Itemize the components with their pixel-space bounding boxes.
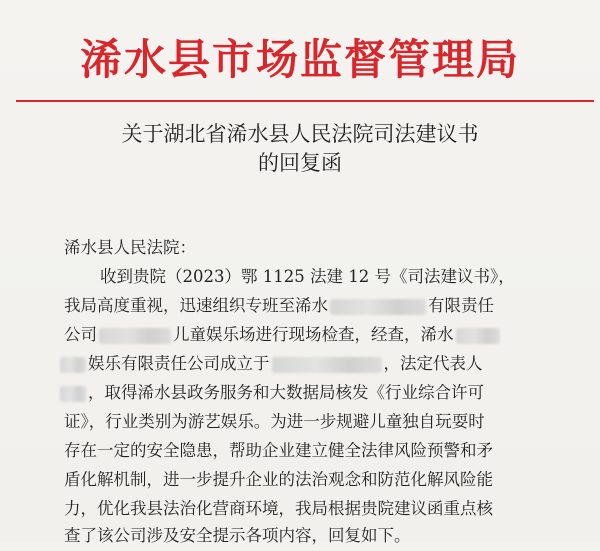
org-header: 浠水县市场监督管理局 — [79, 35, 520, 84]
body-line-2 — [64, 291, 494, 321]
red-divider-line — [16, 100, 594, 102]
body-line-6: 证》，行业类别为游艺娱乐。为进一步规避儿童独自玩耍时 — [64, 412, 485, 431]
body-line-4 — [64, 349, 483, 379]
redacted-block — [99, 328, 171, 344]
body-line-5-text: ，取得浠水县政务服务和大数据局核发《行业综合许可 — [88, 383, 484, 402]
body-line-1 — [100, 262, 515, 292]
body-line-3-text-a: 公司 — [64, 325, 97, 344]
body-line-4-text-a: 娱乐有限责任公司成立于 — [88, 354, 270, 373]
body-line-2-text-b: 有限责任 — [428, 296, 494, 315]
body-line-3 — [64, 320, 502, 350]
body-line-9: 力，优化我县法治化营商环境，我局根据贵院建议函重点核 — [64, 499, 493, 518]
body-line-3-text-b: 儿童娱乐场进行现场检查，经查，浠水 — [173, 325, 454, 344]
body-line-7: 存在一定的安全隐患，帮助企业建立健全法律风险预警和矛 — [64, 441, 493, 460]
redacted-block — [60, 357, 86, 373]
redacted-block — [60, 386, 86, 402]
body-line-10: 查了该公司涉及安全提示各项内容，回复如下。 — [64, 526, 411, 545]
body-line-8: 盾化解机制，进一步提升企业的法治观念和防范化解风险能 — [64, 470, 493, 489]
document-title-line-1: 关于湖北省浠水县人民法院司法建议书 — [121, 122, 479, 146]
redacted-block — [456, 328, 500, 344]
salutation: 浠水县人民法院： — [64, 238, 196, 257]
body-line-4-text-b: ，法定代表人 — [383, 354, 483, 373]
body-line-2-text-a: 我局高度重视，迅速组织专班至浠水 — [64, 296, 328, 315]
document-title-line-2: 的回复函 — [258, 151, 342, 175]
body-line-1-text: 收到贵院（2023）鄂 1125 法建 12 号《司法建议书》， — [100, 267, 515, 286]
redacted-block — [330, 299, 426, 315]
redacted-block — [272, 357, 382, 373]
body-line-5 — [64, 378, 484, 408]
